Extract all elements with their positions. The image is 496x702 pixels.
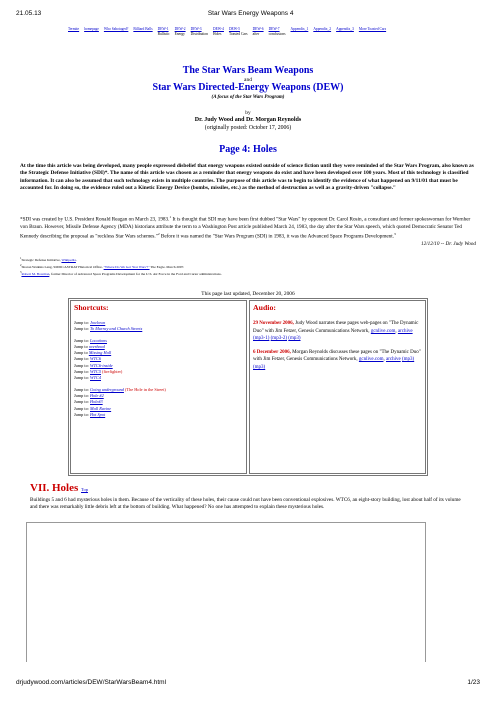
shortcut-link[interactable]: WTC5 <box>90 369 101 375</box>
page-subtitle: (A focus of the Star Wars Program) <box>211 95 285 100</box>
audio-panel <box>249 300 426 474</box>
footnote-3: $^3$Robert M. Bowman, former Director of Advanced Space Programs Development for the U.S. Air Force in the Ford and Carter administrations. <box>20 269 222 276</box>
shortcut-item: Jump to: Going underground (The Hole in the Street) <box>74 386 166 392</box>
shortcut-item: Jump to overhead <box>74 343 105 349</box>
shortcut-link[interactable]: Jowlown <box>90 320 106 325</box>
footnote-link[interactable]: Robert M. Bowman <box>21 271 50 276</box>
nav-more-toasted-cars[interactable]: More Toasted Cars <box>358 27 387 31</box>
shortcut-link[interactable]: WTC4 <box>90 375 101 381</box>
shortcuts-title: Shortcuts: <box>74 303 109 312</box>
nav-dew-2[interactable]: DEW-2 Energy <box>174 27 186 36</box>
audio-link[interactable]: (mp3) <box>253 364 266 370</box>
print-footer <box>16 679 480 686</box>
shortcut-link[interactable]: overhead <box>88 343 105 349</box>
page-title: The Star Wars Beam Weapons <box>182 65 314 76</box>
holes-heading: VII. Holes Top <box>30 482 88 494</box>
last-updated: This page last updated, December 20, 2006 <box>201 291 295 297</box>
nav-dew-1[interactable]: DEW-1 Ballistic <box>157 27 170 36</box>
footnotes <box>20 256 222 276</box>
top-link[interactable]: Top <box>81 487 88 492</box>
nav-link-who-sabotaged[interactable]: Who Sabotaged? <box>103 27 129 31</box>
print-date: 21.05.13 <box>16 10 42 17</box>
audio-link[interactable]: gcnlive.com <box>370 328 396 334</box>
shortcut-item: Jump to: WTC6-inside <box>74 362 113 368</box>
shortcut-item: Jump to Missing Hall <box>74 350 112 356</box>
page-title-2: Star Wars Directed-Energy Weapons (DEW) <box>152 82 344 93</box>
shortcut-item: Jump to: WTC5 (firefighter) <box>74 369 123 375</box>
signature-line: 12/12/10 -- Dr. Judy Wood <box>421 241 476 248</box>
shortcut-link[interactable]: Mall Ravine <box>90 405 112 411</box>
shortcut-item: Jump to: Hole#3 <box>74 399 103 405</box>
section-heading: Page 4: Holes <box>219 144 277 155</box>
shortcuts-panel <box>70 300 247 474</box>
sdi-paragraph: *SDI was created by U.S. President Ronald Reagan on March 23, 1983.$^1$ It is thought that SDI may have been first dubbed "Star Wars" by opponent Dr. Carol Rosin, a consultant and former spokeswoman for Wernher von Braun. However, Missile Defense Agency (MDA) historians attribute the term to a Washington Post article published March 24, 1983, the day after the Star Wars speech, which quoted Democratic Senator Ted Kennedy describing the proposal as "reckless Star Wars schemes."$^2$ Before it was named the "Star Wars Program (SDI) in 1983, it was the Advanced Space Programs Development.$^3$ 12/12/10 -- Dr. Judy Wood <box>20 215 476 248</box>
shortcut-item: Jump to: Jowlown <box>74 320 106 325</box>
shortcuts-list <box>74 320 243 418</box>
shortcut-link[interactable]: Missing Hall <box>88 350 112 356</box>
audio-link[interactable]: (mp3) <box>401 357 415 363</box>
shortcut-link[interactable]: Hole #2 <box>90 392 104 398</box>
audio-title: Audio: <box>253 303 276 312</box>
nav-link-billiard-balls[interactable]: Billiard Balls <box>133 27 153 31</box>
shortcut-item: Jump to: To Murray and Church Streets <box>74 326 143 332</box>
nav-appendix-3[interactable]: Appendix_3 <box>336 27 354 31</box>
print-title: Star Wars Energy Weapons 4 <box>207 10 294 17</box>
audio-link[interactable]: (mp3) <box>288 336 301 342</box>
audio-link[interactable]: gcnlive.com <box>358 357 384 363</box>
footnote-link[interactable]: Wikipedia <box>61 258 76 263</box>
shortcut-item: Jump to: Mall Ravine <box>74 405 112 411</box>
nav-link-termite[interactable]: Termite <box>68 27 80 31</box>
footnote-2: $^2$Sharon Watkins Lang, SMDC/ASTRAT Historical Office. "Where Do We Get 'Star Wars'?" The Eagle. March 2007. <box>20 262 185 269</box>
audio-list <box>253 320 422 372</box>
shortcut-link[interactable]: Hole#3 <box>90 399 103 405</box>
nav-link-homepage[interactable]: homepage <box>84 27 99 31</box>
shortcut-item: Jump to: Hot Spot <box>74 411 106 417</box>
shortcut-link[interactable]: To Murray and Church Streets <box>90 326 143 332</box>
by-line: by <box>245 110 251 116</box>
audio-link[interactable]: (mp3-2) <box>270 336 288 342</box>
shortcut-item: Jump to: WTC4 <box>74 375 101 381</box>
nav-appendix-2[interactable]: Appendix_2 <box>313 27 332 31</box>
audio-entry: 6 December 2006, Morgan Reynolds discusses these pages on "The Dynamic Duo" with Jim Fetzer, Genesis Communications Network, gcnlive.com, archive (mp3) (mp3) <box>253 349 421 370</box>
print-header <box>16 10 480 17</box>
audio-link[interactable]: (mp3-1) <box>253 336 270 342</box>
posted-date: (originally posted: October 17, 2006) <box>204 125 292 131</box>
intro-paragraph: At the time this article was being developed, many people expressed disbelief that energy weapons existed outside of science fiction until they were reminded of the Star Wars Program, also known as the Strategic Defense Initiative (SDI)*. The name of this article was chosen as a reminder that energy weapons do exist and have been developed over 100 years. Most of this technology is classified information. It can also be assumed that such technology exists in multiple countries. The purpose of this article was to begin to identify the evidence of what happened on 9/11/01 that must be accounted for. In doing so, the evidence ruled out a Kinetic Energy Device (bombs, missiles, etc.) as the method of destruction as well as a gravity-driven "collapse." <box>20 163 474 191</box>
shortcut-link[interactable]: WTC6 <box>90 356 101 362</box>
nav-dew-6[interactable]: DEW-6 after <box>252 27 264 36</box>
top-nav <box>68 27 428 36</box>
audio-entry: 29 November 2006, Judy Wood narrates these pages web-pages on "The Dynamic Duo" with Jim Fetzer, Genesis Communications Network, gcnlive.com, archive (mp3-1) (mp3-2) (mp3) <box>253 321 419 342</box>
print-page: 1/23 <box>467 679 480 686</box>
shortcut-link[interactable]: Hot Spot <box>90 411 106 417</box>
footnote-1: $^1$Strategic Defense Initiative, Wikipedia. <box>20 256 77 263</box>
print-url: drjudywood.com/articles/DEW/StarWarsBeam4.html <box>16 679 167 686</box>
shortcuts-audio-table <box>68 298 428 476</box>
authors: Dr. Judy Wood and Dr. Morgan Reynolds <box>194 117 302 123</box>
shortcut-link[interactable]: Locations <box>90 337 107 343</box>
nav-dew-7[interactable]: DEW-7 conclusions <box>268 27 286 36</box>
shortcut-item: Jump to: Locations <box>74 337 107 343</box>
nav-dew-4[interactable]: DEW-4 Holes <box>212 27 224 36</box>
nav-dew-3[interactable]: DEW-3 Distribution <box>190 27 208 36</box>
shortcut-link[interactable]: Going underground <box>90 386 124 392</box>
shortcut-item: Jump to: Hole #2 <box>74 392 104 398</box>
audio-link[interactable]: archive <box>385 357 401 363</box>
audio-link[interactable]: archive <box>397 328 413 334</box>
title-and: and <box>244 77 252 83</box>
holes-paragraph: Buildings 5 and 6 had mysterious holes in them. Because of the verticality of these holes, their cause could not have been conventional explosives. WTC6, an eight-story building, lost about half of its volume and there was remarkably little debris left at the bottom of building. What happened? No one has attempted to explain these mysterious holes. <box>30 497 461 511</box>
shortcut-link[interactable]: WTC6-inside <box>90 362 113 368</box>
footnote-link[interactable]: "Where Do We Get 'Star Wars'?" <box>103 264 150 269</box>
nav-dew-5[interactable]: DEW-5 Toasted Cars <box>228 27 248 36</box>
nav-appendix-1[interactable]: Appendix_1 <box>290 27 309 31</box>
shortcut-item: Jump to: WTC6 <box>74 356 101 362</box>
image-frame <box>26 522 426 662</box>
